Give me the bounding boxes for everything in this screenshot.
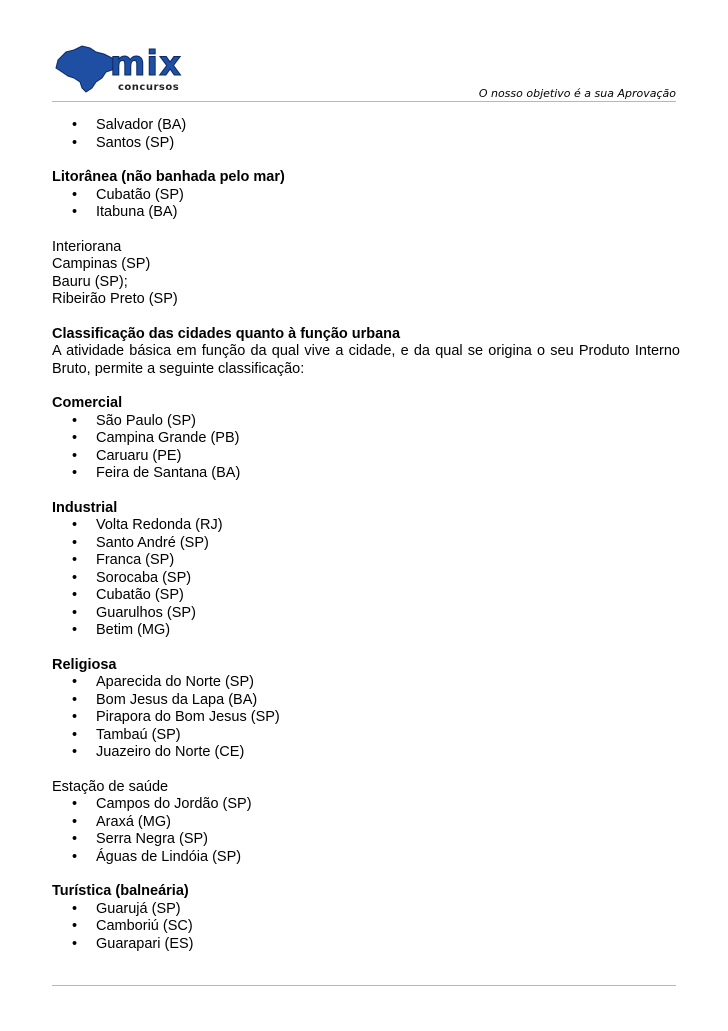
bullet-icon: • [72, 674, 78, 690]
section-heading: Classificação das cidades quanto à função urbana [52, 325, 401, 342]
text-line: Bauru (SP); [52, 273, 128, 290]
bullet-icon: • [72, 552, 78, 568]
document-section [52, 883, 680, 953]
bullet-icon: • [72, 412, 78, 429]
bullet-list [52, 796, 680, 866]
document-section [52, 657, 680, 762]
list-item [52, 204, 680, 222]
list-item [52, 936, 680, 954]
document-section [52, 117, 680, 152]
bullet-list [52, 901, 680, 954]
list-item [52, 135, 680, 153]
document-body [52, 117, 680, 953]
list-item-text: Campina Grande (PB) [96, 430, 240, 446]
list-item-text: Pirapora do Bom Jesus (SP) [96, 709, 280, 725]
page-header [52, 38, 676, 102]
bullet-list [52, 187, 680, 222]
list-item-text: Caruaru (PE) [96, 447, 182, 464]
logo-subtext: concursos [118, 82, 180, 93]
section-heading: Turística (balneária) [52, 883, 189, 899]
list-item-text: Volta Redonda (RJ) [96, 517, 223, 533]
list-item-text: Juazeiro do Norte (CE) [96, 744, 245, 760]
list-item-text: Camboriú (SC) [96, 918, 193, 934]
list-item [52, 552, 680, 570]
list-item-text: Tambaú (SP) [96, 726, 181, 743]
bullet-icon: • [72, 813, 78, 830]
section-heading: Religiosa [52, 656, 117, 673]
list-item [52, 413, 680, 431]
document-section [52, 500, 680, 640]
section-heading: Industrial [52, 499, 118, 516]
list-item-text: Araxá (MG) [96, 813, 171, 830]
bullet-icon: • [72, 517, 78, 533]
document-section [52, 326, 680, 379]
list-item [52, 570, 680, 588]
bullet-icon: • [72, 186, 78, 203]
logo-wordmark: mix [110, 44, 183, 84]
list-item [52, 901, 680, 919]
bullet-list [52, 117, 680, 152]
section-paragraph: A atividade básica em função da qual vive a cidade, e da qual se origina o seu Produto Interno Bruto, permite a seguinte classificação: [52, 343, 680, 377]
bullet-icon: • [72, 709, 78, 725]
header-tagline: O nosso objetivo é a sua Aprovação [478, 87, 676, 100]
document-section [52, 779, 680, 867]
bullet-icon: • [72, 796, 78, 812]
list-item-text: São Paulo (SP) [96, 412, 196, 429]
section-heading: Litorânea (não banhada pelo mar) [52, 169, 285, 185]
list-item [52, 465, 680, 483]
list-item-text: Santos (SP) [96, 134, 175, 151]
bullet-icon: • [72, 465, 78, 481]
bullet-icon: • [72, 604, 78, 621]
bullet-icon: • [72, 430, 78, 446]
bullet-icon: • [72, 918, 78, 934]
list-item-text: Feira de Santana (BA) [96, 465, 241, 481]
list-item-text: Aparecida do Norte (SP) [96, 674, 254, 690]
list-item [52, 796, 680, 814]
section-heading: Comercial [52, 395, 123, 411]
bullet-icon: • [72, 622, 78, 638]
list-item-text: Sorocaba (SP) [96, 569, 192, 586]
list-item [52, 727, 680, 745]
bullet-icon: • [72, 900, 78, 917]
list-item [52, 448, 680, 466]
list-item [52, 535, 680, 553]
list-item [52, 744, 680, 762]
bullet-icon: • [72, 691, 78, 708]
list-item-text: Guarulhos (SP) [96, 604, 196, 621]
list-item [52, 187, 680, 205]
text-line: Ribeirão Preto (SP) [52, 291, 178, 307]
bullet-icon: • [72, 744, 78, 760]
list-item-text: Santo André (SP) [96, 534, 209, 551]
bullet-list [52, 517, 680, 640]
list-item [52, 692, 680, 710]
section-heading: Interiorana [52, 238, 122, 255]
bullet-icon: • [72, 726, 78, 743]
list-item-text: Guarujá (SP) [96, 900, 181, 917]
list-item-text: Águas de Lindóia (SP) [96, 848, 242, 865]
list-item-text: Serra Negra (SP) [96, 831, 209, 847]
bullet-icon: • [72, 134, 78, 151]
list-item-text: Cubatão (SP) [96, 587, 184, 603]
list-item [52, 605, 680, 623]
bullet-list [52, 413, 680, 483]
list-item-text: Cubatão (SP) [96, 186, 184, 203]
bullet-icon: • [72, 569, 78, 586]
list-item [52, 674, 680, 692]
list-item-text: Betim (MG) [96, 622, 171, 638]
bullet-icon: • [72, 204, 78, 220]
bullet-icon: • [72, 848, 78, 865]
list-item [52, 709, 680, 727]
list-item [52, 117, 680, 135]
bullet-icon: • [72, 831, 78, 847]
list-item [52, 831, 680, 849]
list-item [52, 587, 680, 605]
list-item [52, 622, 680, 640]
document-section [52, 395, 680, 483]
bullet-icon: • [72, 117, 78, 133]
list-item [52, 517, 680, 535]
document-section [52, 239, 680, 309]
text-line: Campinas (SP) [52, 256, 151, 272]
bullet-icon: • [72, 935, 78, 952]
bullet-icon: • [72, 447, 78, 464]
footer-divider [52, 985, 676, 986]
document-section [52, 169, 680, 222]
list-item-text: Itabuna (BA) [96, 204, 178, 220]
list-item-text: Franca (SP) [96, 552, 175, 568]
section-heading: Estação de saúde [52, 778, 169, 795]
bullet-list [52, 674, 680, 762]
list-item-text: Bom Jesus da Lapa (BA) [96, 691, 258, 708]
header-divider [52, 101, 676, 102]
list-item [52, 814, 680, 832]
list-item [52, 430, 680, 448]
list-item-text: Salvador (BA) [96, 117, 187, 133]
mix-concursos-logo [52, 42, 192, 98]
list-item [52, 849, 680, 867]
list-item-text: Campos do Jordão (SP) [96, 796, 252, 812]
list-item [52, 918, 680, 936]
list-item-text: Guarapari (ES) [96, 935, 194, 952]
bullet-icon: • [72, 587, 78, 603]
bullet-icon: • [72, 534, 78, 551]
